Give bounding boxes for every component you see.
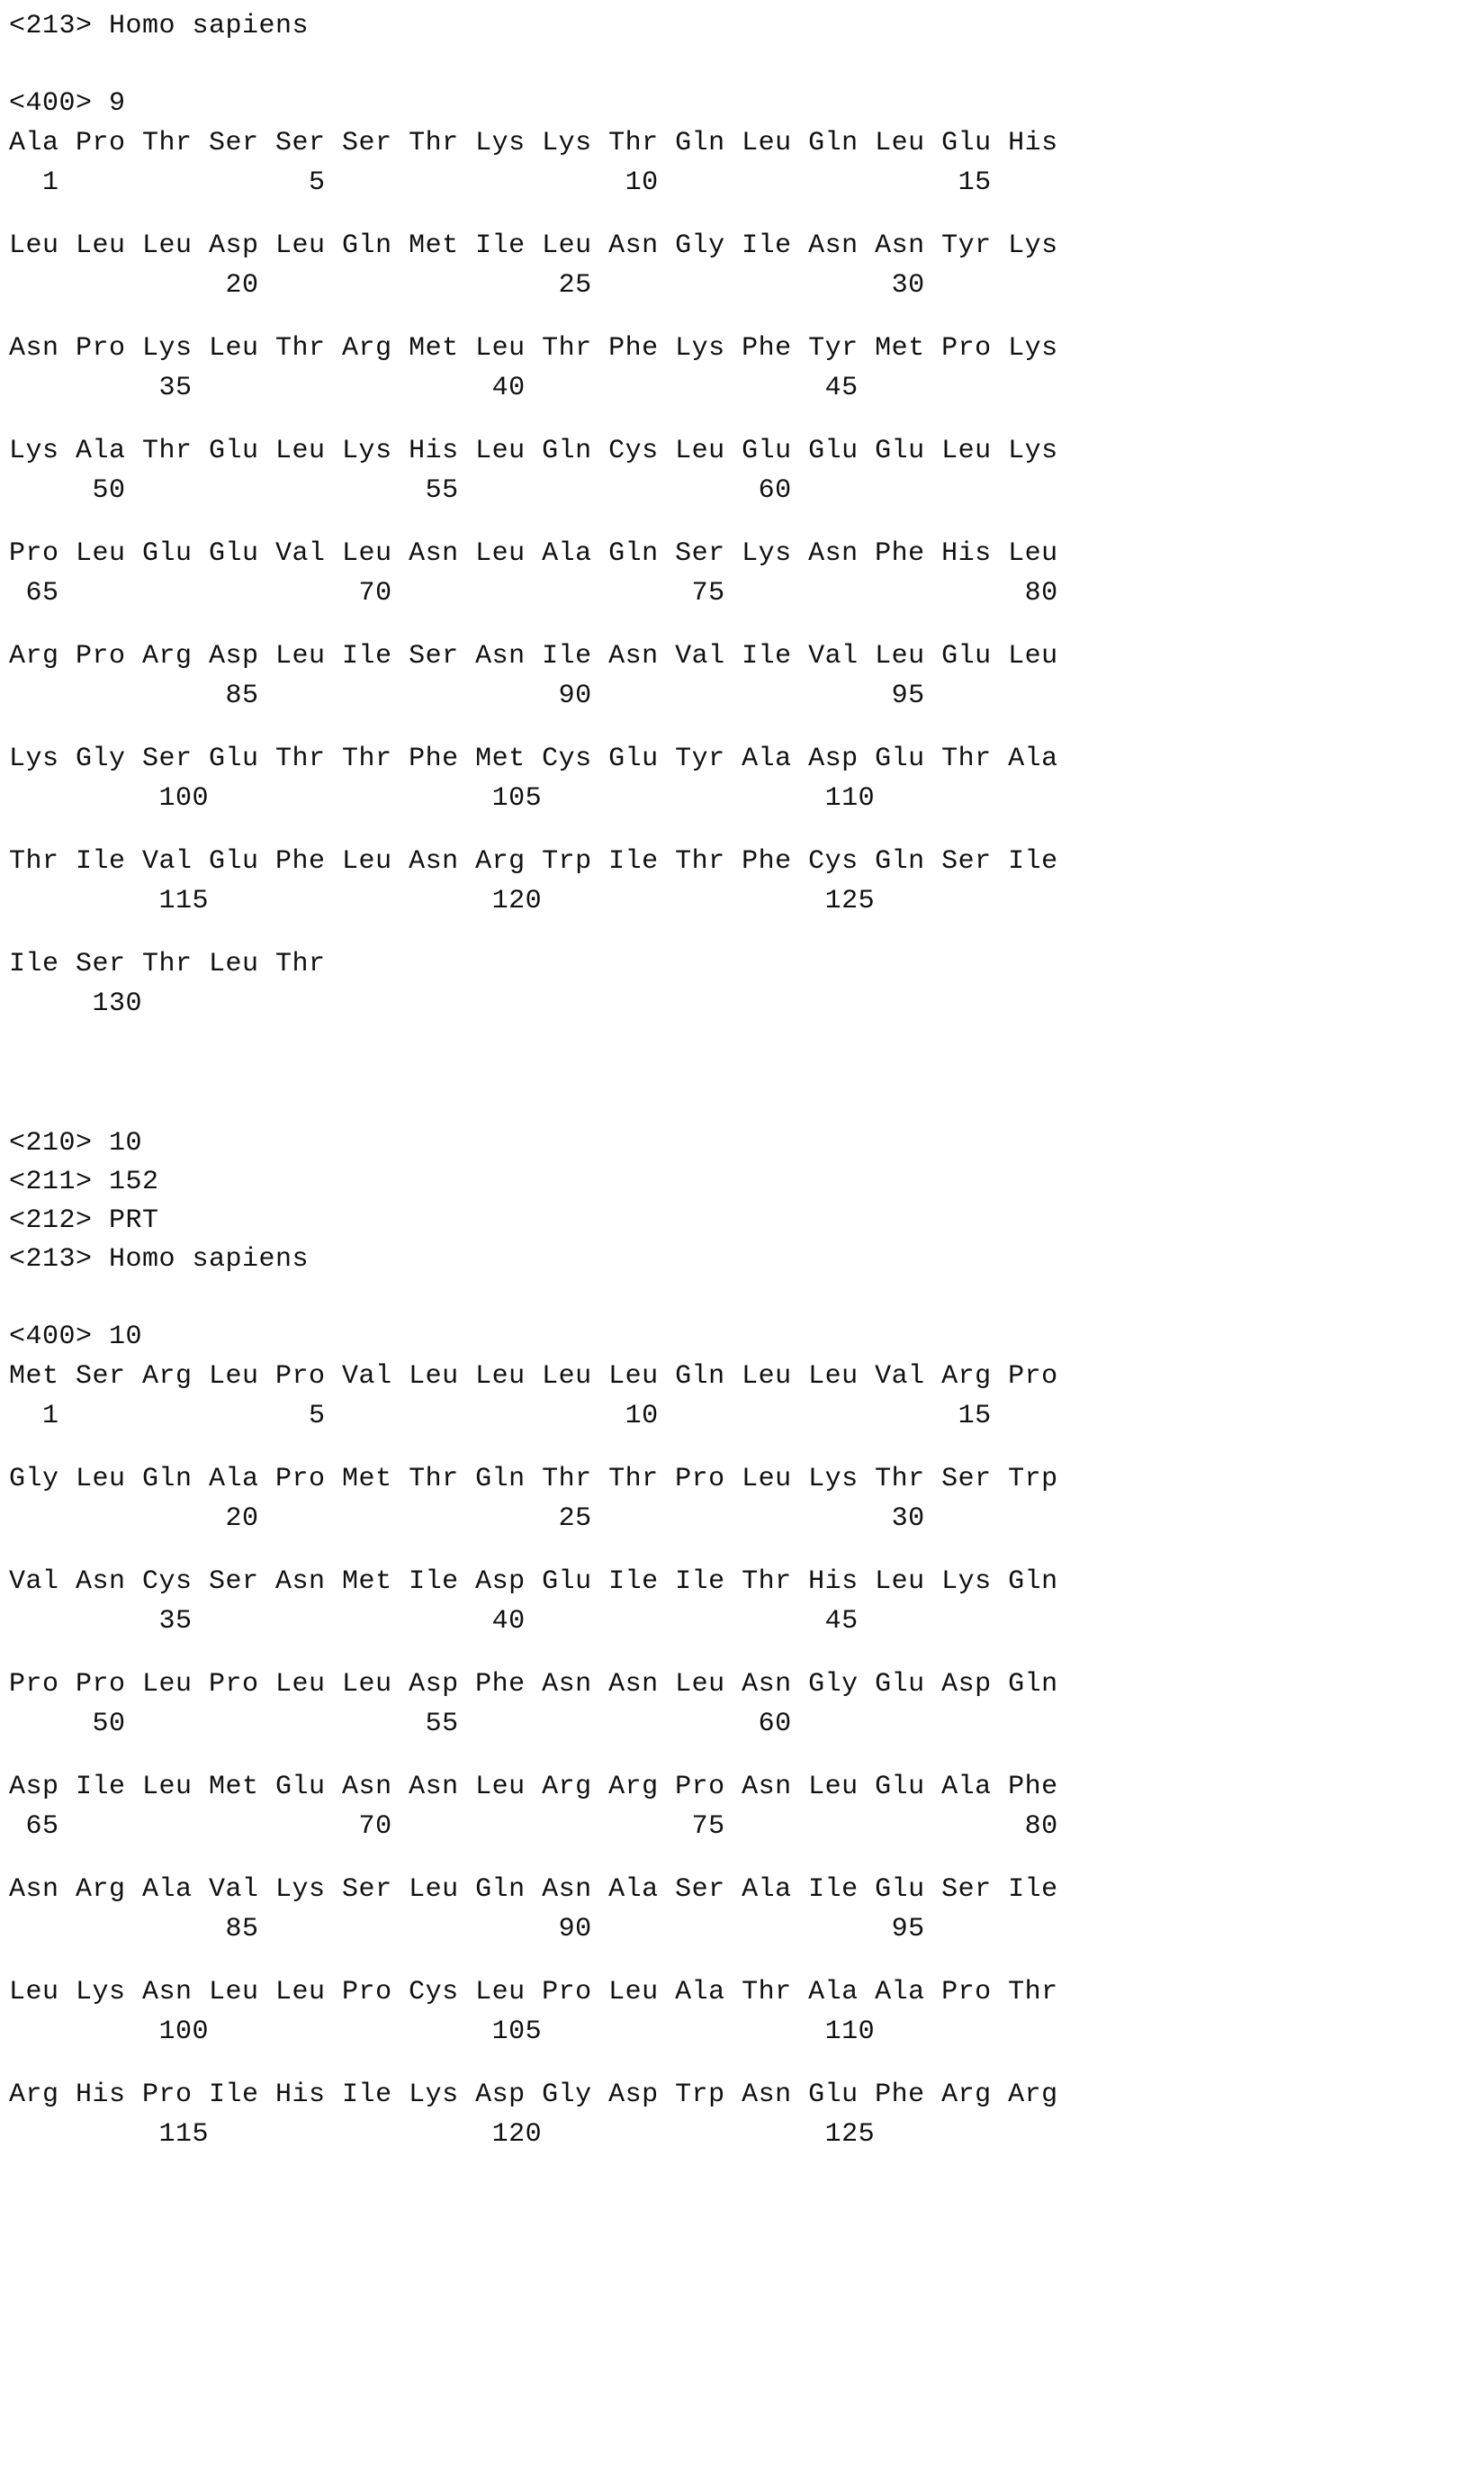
residue-line: Arg Pro Arg Asp Leu Ile Ser Asn Ile Asn Val Ile Val Leu Glu Leu xyxy=(9,641,1058,672)
residue-line: Pro Pro Leu Pro Leu Leu Asp Phe Asn Asn Leu Asn Gly Glu Asp Gln xyxy=(9,1669,1058,1700)
block-spacer xyxy=(9,1024,1484,1047)
residue-number-line: 65 70 75 80 xyxy=(9,1811,1058,1842)
sequence-block xyxy=(9,534,1484,636)
numeric-identifier-line: <210> 10 xyxy=(9,1128,143,1159)
block-spacer xyxy=(9,510,1484,534)
sequence-block xyxy=(9,226,1484,329)
block-spacer xyxy=(9,408,1484,431)
sequence-block xyxy=(9,1972,1484,2075)
residue-number-line: 115 120 125 xyxy=(9,2119,876,2150)
residue-number-line: 20 25 30 xyxy=(9,1503,925,1534)
block-spacer xyxy=(9,818,1484,842)
sequence-block xyxy=(9,739,1484,842)
numeric-identifier-line: <212> PRT xyxy=(9,1205,159,1236)
blank-line xyxy=(9,1047,1484,1086)
residue-line: Ile Ser Thr Leu Thr xyxy=(9,949,326,979)
block-spacer xyxy=(9,1436,1484,1459)
residue-line: Asp Ile Leu Met Glu Asn Asn Leu Arg Arg Pro Asn Leu Glu Ala Phe xyxy=(9,1772,1058,1802)
residue-number-line: 65 70 75 80 xyxy=(9,578,1058,609)
residue-line: Asn Pro Lys Leu Thr Arg Met Leu Thr Phe Lys Phe Tyr Met Pro Lys xyxy=(9,333,1058,364)
block-spacer xyxy=(9,203,1484,226)
block-spacer xyxy=(9,1538,1484,1562)
residue-number-line: 100 105 110 xyxy=(9,2016,876,2047)
numeric-identifier-line: <400> 10 xyxy=(9,1322,143,1352)
block-spacer xyxy=(9,1949,1484,1972)
sequence-block xyxy=(9,1870,1484,1972)
numeric-identifier-line: <213> Homo sapiens xyxy=(9,11,310,41)
block-spacer xyxy=(9,613,1484,636)
residue-line: Ala Pro Thr Ser Ser Ser Thr Lys Lys Thr Gln Leu Gln Leu Glu His xyxy=(9,128,1058,158)
residue-number-line: 85 90 95 xyxy=(9,1914,925,1944)
sequence-block xyxy=(9,636,1484,739)
sequence-block xyxy=(9,1665,1484,1767)
sequence-block xyxy=(9,842,1484,944)
sequence-block xyxy=(9,2075,1484,2178)
sequence-block xyxy=(9,123,1484,226)
residue-line: Lys Gly Ser Glu Thr Thr Phe Met Cys Glu Tyr Ala Asp Glu Thr Ala xyxy=(9,744,1058,774)
residue-number-line: 100 105 110 xyxy=(9,783,876,814)
residue-line: Asn Arg Ala Val Lys Ser Leu Gln Asn Ala Ser Ala Ile Glu Ser Ile xyxy=(9,1874,1058,1905)
blank-line xyxy=(9,1279,1484,1318)
sequence-block xyxy=(9,1357,1484,1459)
residue-number-line: 1 5 10 15 xyxy=(9,1401,992,1431)
sequence-block xyxy=(9,431,1484,534)
block-spacer xyxy=(9,1641,1484,1665)
residue-number-line: 130 xyxy=(9,988,143,1019)
numeric-identifier-line: <213> Homo sapiens xyxy=(9,1244,310,1275)
residue-number-line: 50 55 60 xyxy=(9,475,792,506)
residue-line: Met Ser Arg Leu Pro Val Leu Leu Leu Leu Gln Leu Leu Val Arg Pro xyxy=(9,1361,1058,1392)
residue-line: Lys Ala Thr Glu Leu Lys His Leu Gln Cys Leu Glu Glu Glu Leu Lys xyxy=(9,436,1058,466)
residue-number-line: 50 55 60 xyxy=(9,1709,792,1739)
residue-number-line: 115 120 125 xyxy=(9,886,876,916)
residue-line: Leu Leu Leu Asp Leu Gln Met Ile Leu Asn Gly Ile Asn Asn Tyr Lys xyxy=(9,230,1058,261)
sequence-block xyxy=(9,944,1484,1047)
numeric-identifier-line: <211> 152 xyxy=(9,1167,159,1197)
residue-number-line: 85 90 95 xyxy=(9,681,925,711)
sequence-block xyxy=(9,1562,1484,1665)
residue-number-line: 35 40 45 xyxy=(9,373,859,403)
residue-line: Leu Lys Asn Leu Leu Pro Cys Leu Pro Leu Ala Thr Ala Ala Pro Thr xyxy=(9,1977,1058,2007)
numeric-identifier-line: <400> 9 xyxy=(9,88,126,119)
sequence-block xyxy=(9,1459,1484,1562)
residue-line: Thr Ile Val Glu Phe Leu Asn Arg Trp Ile Thr Phe Cys Gln Ser Ile xyxy=(9,846,1058,877)
block-spacer xyxy=(9,305,1484,329)
blank-line xyxy=(9,1086,1484,1124)
residue-line: Arg His Pro Ile His Ile Lys Asp Gly Asp Trp Asn Glu Phe Arg Arg xyxy=(9,2080,1058,2110)
residue-number-line: 1 5 10 15 xyxy=(9,167,992,198)
residue-line: Pro Leu Glu Glu Val Leu Asn Leu Ala Gln Ser Lys Asn Phe His Leu xyxy=(9,538,1058,569)
block-spacer xyxy=(9,716,1484,739)
block-spacer xyxy=(9,921,1484,944)
sequence-block xyxy=(9,329,1484,431)
block-spacer xyxy=(9,1744,1484,1767)
blank-line xyxy=(9,46,1484,85)
residue-number-line: 20 25 30 xyxy=(9,270,925,301)
residue-number-line: 35 40 45 xyxy=(9,1606,859,1637)
sequence-listing-body xyxy=(9,7,1484,2178)
block-spacer xyxy=(9,2052,1484,2075)
block-spacer xyxy=(9,1846,1484,1870)
residue-line: Gly Leu Gln Ala Pro Met Thr Gln Thr Thr Pro Leu Lys Thr Ser Trp xyxy=(9,1464,1058,1494)
sequence-block xyxy=(9,1767,1484,1870)
residue-line: Val Asn Cys Ser Asn Met Ile Asp Glu Ile Ile Thr His Leu Lys Gln xyxy=(9,1566,1058,1597)
block-spacer xyxy=(9,2154,1484,2178)
